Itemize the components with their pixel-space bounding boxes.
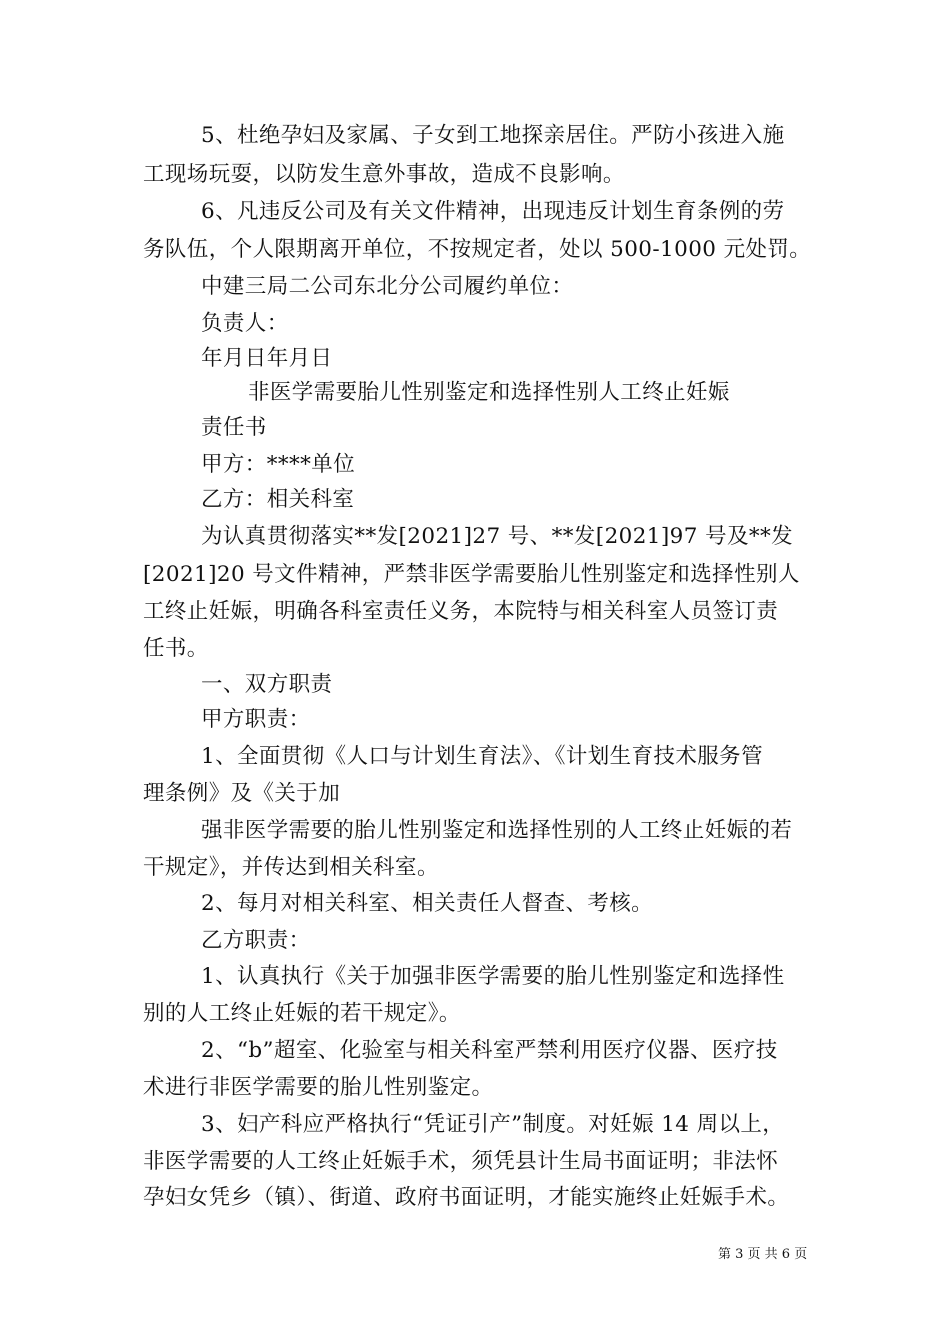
text-line: 别的人工终止妊娠的若干规定》。 [143,1001,461,1026]
text-line: 甲方：****单位 [201,452,356,477]
text-line: 甲方职责： [201,707,311,732]
text-line: 中建三局二公司东北分公司履约单位： [201,274,574,299]
text-line: 工终止妊娠，明确各科室责任义务，本院特与相关科室人员签订责 [143,599,779,624]
text-line: 年月日年月日 [201,346,333,371]
text-line: 3、妇产科应严格执行“凭证引产”制度。对妊娠 14 周以上， [201,1112,785,1137]
text-line: 为认真贯彻落实**发[2021]27 号、**发[2021]97 号及**发 [201,524,794,549]
text-line: 务队伍，个人限期离开单位，不按规定者，处以 500-1000 元处罚。 [143,237,812,262]
text-line: 2、“b”超室、化验室与相关科室严禁利用医疗仪器、医疗技 [201,1038,778,1063]
text-line: 6、凡违反公司及有关文件精神，出现违反计划生育条例的劳 [201,199,785,224]
text-line: 术进行非医学需要的胎儿性别鉴定。 [143,1075,494,1100]
text-line: [2021]20 号文件精神，严禁非医学需要胎儿性别鉴定和选择性别人 [143,562,800,587]
text-line: 乙方职责： [201,928,311,953]
text-line: 乙方：相关科室 [201,487,355,512]
text-line: 1、认真执行《关于加强非医学需要的胎儿性别鉴定和选择性 [201,964,785,989]
text-line: 孕妇女凭乡（镇）、街道、政府书面证明，才能实施终止妊娠手术。 [143,1185,790,1210]
text-line: 干规定》，并传达到相关科室。 [143,855,439,880]
text-line: 1、全面贯彻《人口与计划生育法》、《计划生育技术服务管 [201,744,763,769]
text-line: 2、每月对相关科室、相关责任人督查、考核。 [201,891,654,916]
text-line: 任书。 [143,636,209,661]
text-line: 工现场玩耍，以防发生意外事故，造成不良影响。 [143,162,625,187]
page-number: 第 3 页 共 6 页 [718,1247,808,1262]
text-line: 责任书 [201,415,267,440]
text-line: 负责人： [201,311,289,336]
text-line: 5、杜绝孕妇及家属、子女到工地探亲居住。严防小孩进入施 [201,123,785,148]
text-line: 非医学需要的人工终止妊娠手术，须凭县计生局书面证明；非法怀 [143,1149,779,1174]
section-heading: 非医学需要胎儿性别鉴定和选择性别人工终止妊娠 [248,380,730,405]
text-line: 一、双方职责 [201,672,333,697]
text-line: 强非医学需要的胎儿性别鉴定和选择性别的人工终止妊娠的若 [201,818,793,843]
text-line: 理条例》及《关于加 [143,781,341,806]
